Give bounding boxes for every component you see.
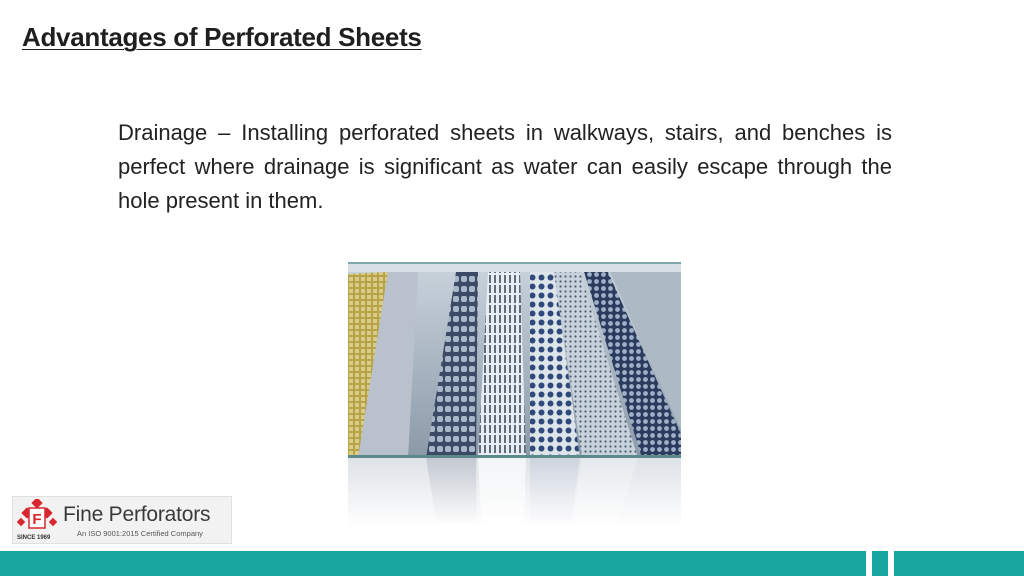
logo-mark-letter: F (32, 511, 42, 528)
logo-company-name: Fine Perforators (63, 503, 211, 526)
logo-iso-tagline: An ISO 9001:2015 Certified Company (77, 529, 203, 538)
fine-perforators-logo-icon (17, 499, 57, 535)
photo-reflection (348, 458, 681, 526)
drainage-paragraph: Drainage – Installing perforated sheets in walkways, stairs, and benches is perfect where drainage is significant as water can easily escape through the hole present in them. (118, 120, 892, 213)
perforated-sheets-photo (348, 262, 681, 526)
perforated-sheets-illustration (348, 264, 681, 458)
logo-since: SINCE 1969 (17, 535, 51, 541)
company-logo (12, 496, 232, 544)
footer-bar-divider (888, 551, 894, 576)
footer-bar-divider (866, 551, 872, 576)
photo-main (348, 262, 681, 458)
slide-title: Advantages of Perforated Sheets (22, 22, 422, 52)
